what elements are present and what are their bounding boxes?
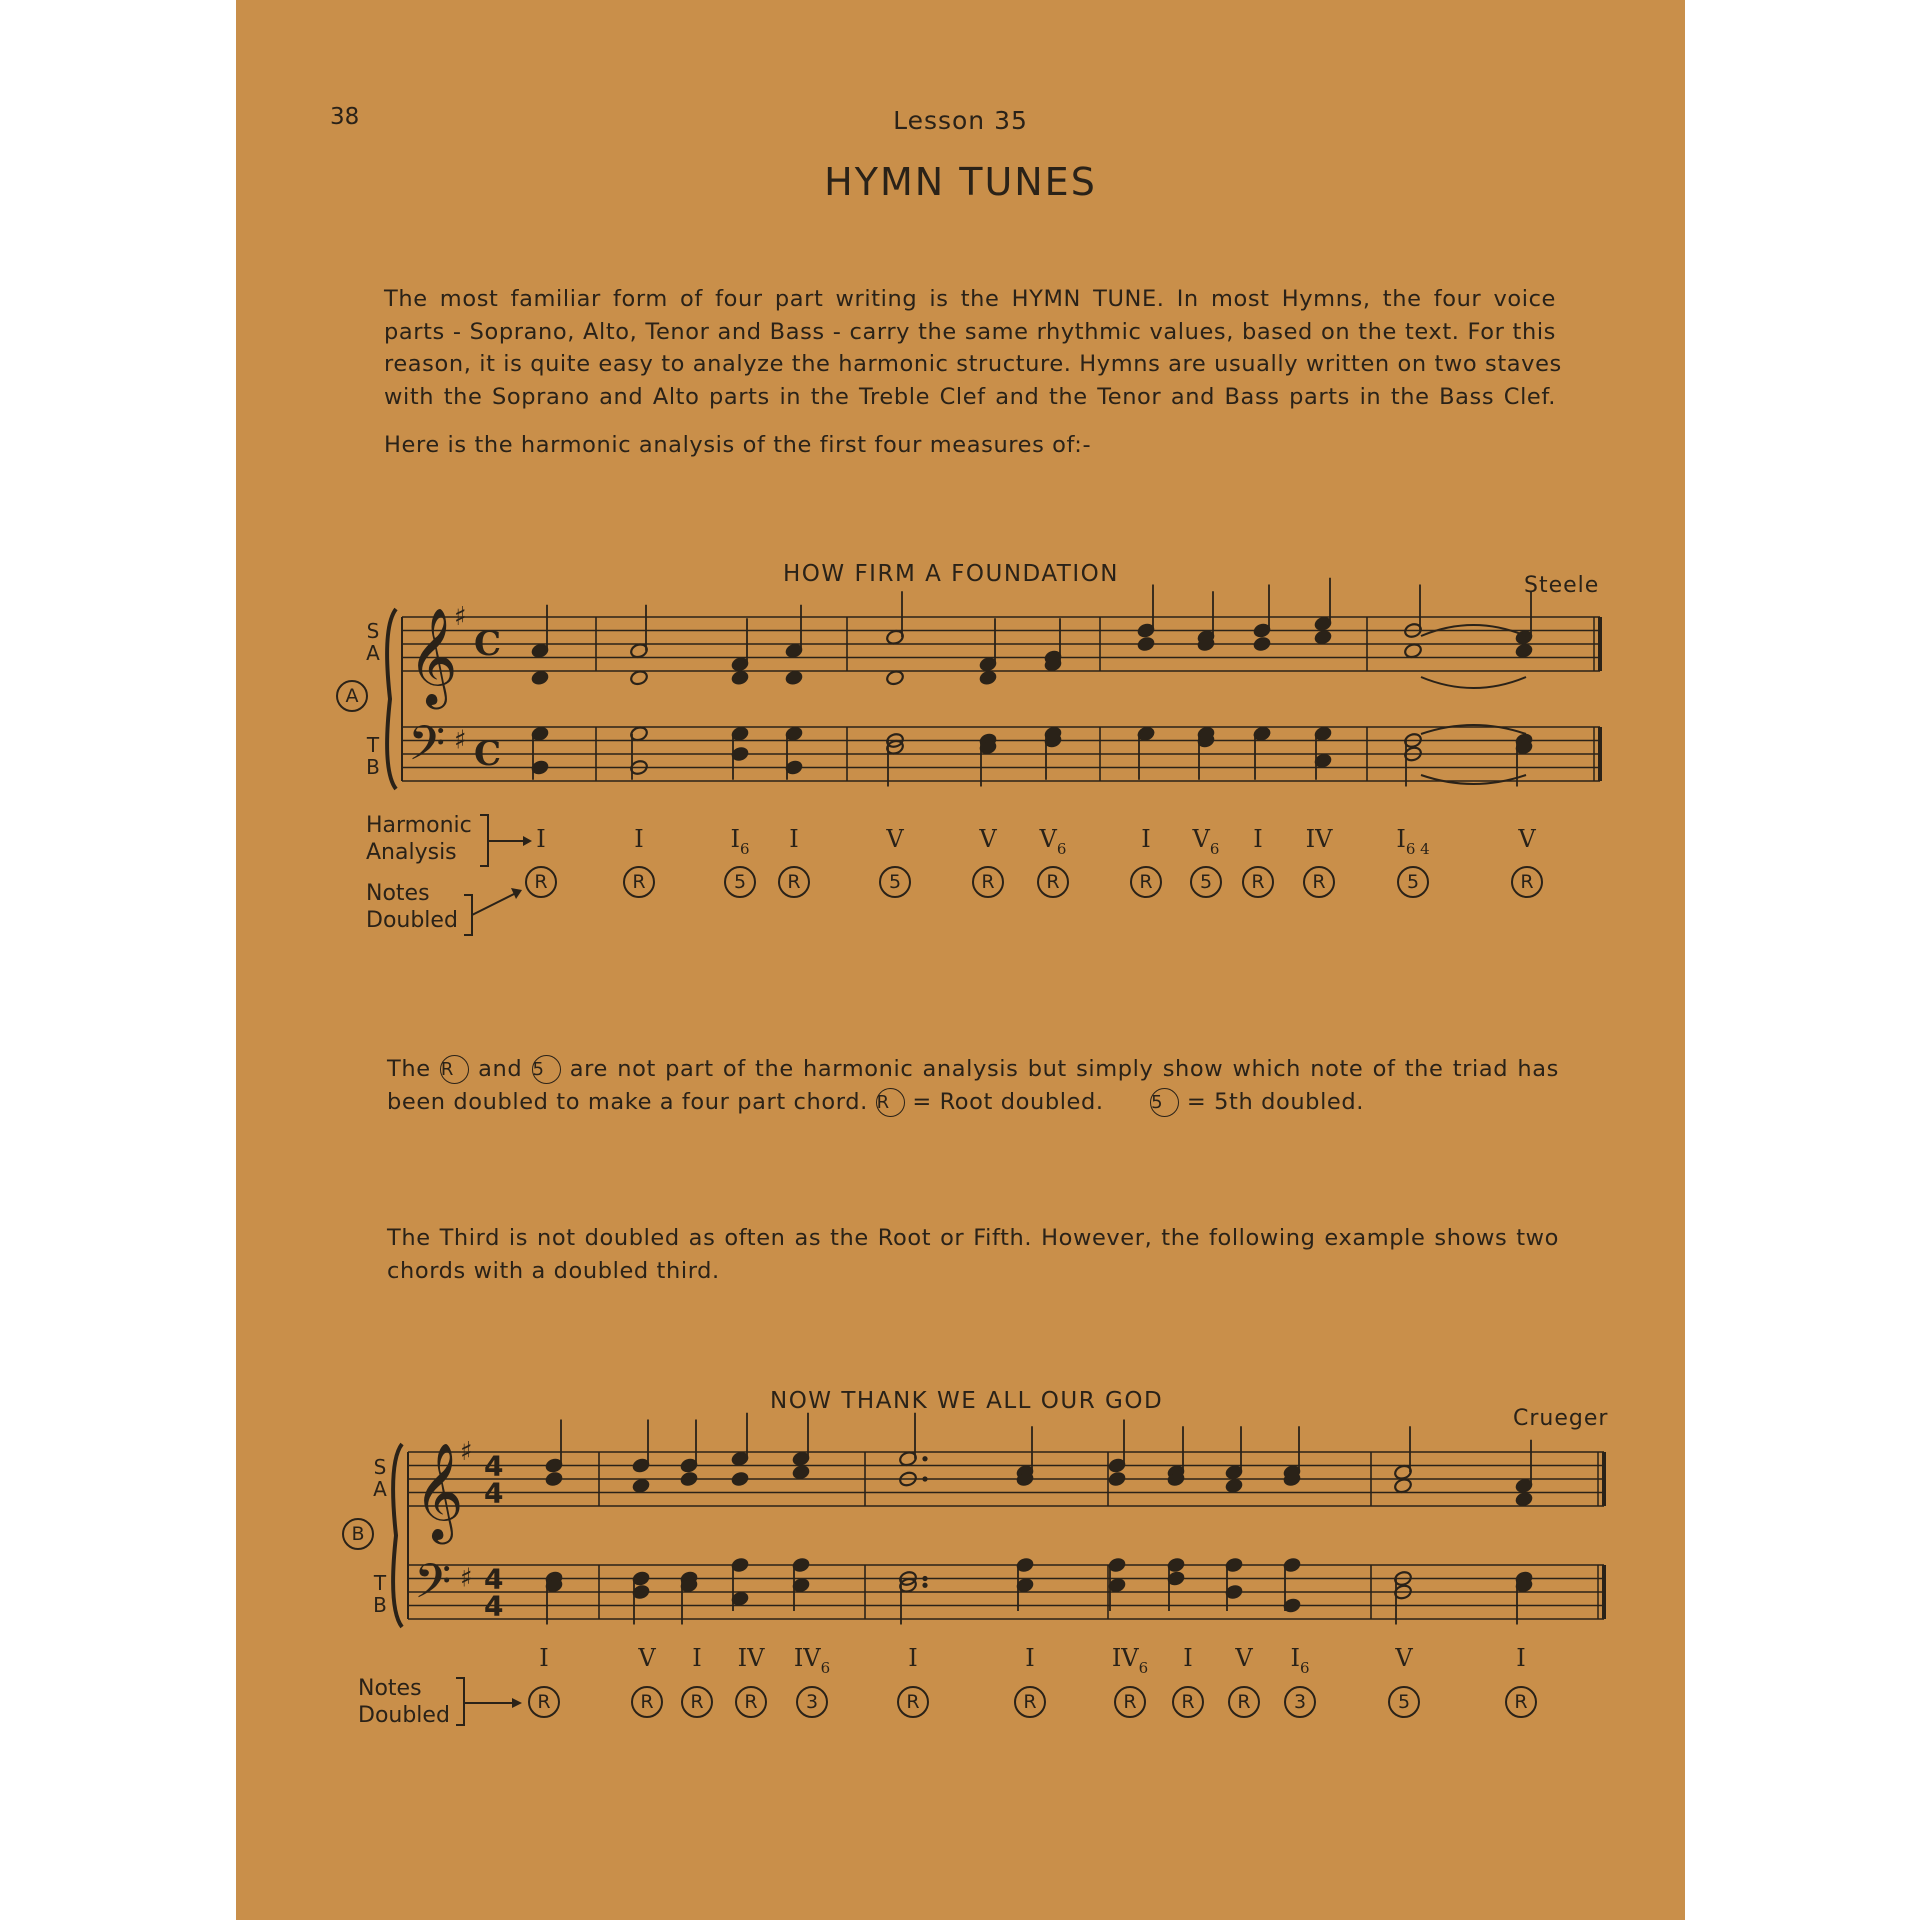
- note-head: [1107, 1471, 1126, 1488]
- doubled-note-circle: R: [897, 1686, 929, 1718]
- time-signature: 4: [484, 1562, 504, 1596]
- doubled-note-circle: R: [1014, 1686, 1046, 1718]
- key-signature-sharp: ♯: [454, 602, 467, 632]
- roman-numeral: I: [1516, 1644, 1526, 1672]
- roman-numeral: I: [1253, 825, 1263, 853]
- fifth-circle-symbol: 5: [1150, 1088, 1179, 1117]
- book-page: [236, 0, 1685, 1920]
- intro-line: parts - Soprano, Alto, Tenor and Bass - carry the same rhythmic values, based on the text. For this: [384, 318, 1556, 345]
- voice-label-tenor: T: [366, 733, 380, 757]
- roman-numeral: V: [1518, 825, 1536, 853]
- doubled-note-circle: 3: [796, 1686, 828, 1718]
- harmonic-analysis-label: Harmonic Analysis: [366, 813, 472, 865]
- voice-label-alto: A: [366, 641, 380, 665]
- doubled-note-circle: R: [1172, 1686, 1204, 1718]
- doubled-note-circle: R: [525, 866, 557, 898]
- doubled-note-circle: 3: [1284, 1686, 1316, 1718]
- note-head: [1393, 1477, 1412, 1494]
- bass-clef: 𝄢: [408, 714, 446, 783]
- roman-numeral: $V_6$: [1039, 825, 1067, 858]
- doubled-note-circle: R: [1037, 866, 1069, 898]
- roman-numeral: V: [1395, 1644, 1413, 1672]
- treble-clef: 𝄞: [414, 1442, 464, 1540]
- example-a-title: HOW FIRM A FOUNDATION: [783, 561, 1119, 587]
- augmentation-dot: [922, 1456, 927, 1461]
- voice-label-tenor: T: [373, 1571, 387, 1595]
- doubled-note-circle: 5: [1190, 866, 1222, 898]
- doubled-note-circle: R: [1228, 1686, 1260, 1718]
- note-head: [1224, 1477, 1243, 1494]
- roman-numeral: V: [1235, 1644, 1253, 1672]
- note-head: [679, 1471, 698, 1488]
- voice-label-soprano: S: [366, 619, 380, 643]
- example-b-composer: Crueger: [1513, 1406, 1609, 1431]
- doubled-note-circle: R: [1130, 866, 1162, 898]
- roman-numeral: $I_6$: [730, 825, 750, 858]
- example-a-composer: Steele: [1524, 573, 1600, 598]
- doubled-note-circle: R: [735, 1686, 767, 1718]
- time-signature: 4: [484, 1449, 504, 1483]
- note-head: [791, 1464, 810, 1481]
- voice-label-soprano: S: [373, 1455, 387, 1479]
- notes-doubled-label-a: Notes Doubled: [366, 881, 458, 933]
- roman-numeral: I: [908, 1644, 918, 1672]
- doubled-note-circle: 5: [1397, 866, 1429, 898]
- intro-line: The most familiar form of four part writing is the HYMN TUNE. In most Hymns, the four voice: [384, 286, 1556, 312]
- voice-label-alto: A: [373, 1477, 387, 1501]
- roman-numeral: I: [1183, 1644, 1193, 1672]
- roman-numeral: I: [692, 1644, 702, 1672]
- doubled-note-circle: R: [1303, 866, 1335, 898]
- example-b-title: NOW THANK WE ALL OUR GOD: [770, 1388, 1164, 1414]
- doubled-note-circle: R: [1242, 866, 1274, 898]
- treble-clef: 𝄞: [408, 607, 458, 705]
- page-title: HYMN TUNES: [824, 160, 1097, 204]
- system-brace: [393, 1444, 402, 1627]
- intro-line: with the Soprano and Alto parts in the Treble Clef and the Tenor and Bass parts in the Bass Clef.: [384, 383, 1556, 410]
- bass-clef: 𝄢: [414, 1552, 452, 1621]
- voice-label-bass: B: [366, 755, 380, 779]
- note-head: [631, 1477, 650, 1494]
- roman-numeral: V: [979, 825, 997, 853]
- doubled-note-circle: 5: [1388, 1686, 1420, 1718]
- roman-numeral: IV: [1305, 825, 1333, 853]
- roman-numeral: I: [1025, 1644, 1035, 1672]
- example-a-marker: A: [336, 680, 368, 712]
- roman-numeral: V: [638, 1644, 656, 1672]
- root-circle-symbol: R: [440, 1055, 469, 1084]
- roman-numeral: I: [539, 1644, 549, 1672]
- roman-numeral: $IV_6$: [1111, 1644, 1149, 1677]
- note-head: [1514, 1491, 1533, 1508]
- augmentation-dot: [922, 1476, 927, 1481]
- time-signature: C: [474, 624, 502, 664]
- doubled-note-circle: R: [1114, 1686, 1146, 1718]
- doubled-note-circle: R: [778, 866, 810, 898]
- explanation-paragraph: The R and 5 are not part of the harmonic analysis but simply show which note of the triad has been doubled to make a four part chord. R = Root doubled. 5 = 5th doubled.: [387, 1056, 1559, 1115]
- augmentation-dot: [922, 1576, 927, 1581]
- roman-numeral: I: [536, 825, 546, 853]
- doubled-note-circle: 5: [724, 866, 756, 898]
- roman-numeral: $I_6$: [1290, 1644, 1310, 1677]
- roman-numeral: $V_6$: [1192, 825, 1220, 858]
- label-bracket: [456, 1678, 464, 1725]
- roman-numeral: I: [1141, 825, 1151, 853]
- voice-label-bass: B: [373, 1593, 387, 1617]
- key-signature-sharp: ♯: [454, 725, 467, 756]
- note-head: [544, 1471, 563, 1488]
- intro-lead-in: Here is the harmonic analysis of the first four measures of:-: [384, 432, 1092, 458]
- time-signature: C: [474, 734, 502, 774]
- roman-numeral: V: [886, 825, 904, 853]
- doubled-note-circle: R: [623, 866, 655, 898]
- third-note-paragraph: The Third is not doubled as often as the Root or Fifth. However, the following example shows two chords with a doubled third.: [387, 1225, 1559, 1284]
- fifth-circle-symbol: 5: [532, 1055, 561, 1084]
- doubled-note-circle: R: [1511, 866, 1543, 898]
- staff-system-b: [236, 0, 1685, 1920]
- time-signature: 4: [484, 1589, 504, 1623]
- doubled-note-circle: R: [681, 1686, 713, 1718]
- lesson-label: Lesson 35: [893, 106, 1028, 135]
- intro-line: reason, it is quite easy to analyze the harmonic structure. Hymns are usually written on two staves: [384, 351, 1562, 377]
- key-signature-sharp: ♯: [460, 1563, 473, 1594]
- roman-numeral: IV: [737, 1644, 765, 1672]
- doubled-note-circle: R: [972, 866, 1004, 898]
- root-circle-symbol: R: [876, 1088, 905, 1117]
- doubled-note-circle: 5: [879, 866, 911, 898]
- roman-numeral: I: [634, 825, 644, 853]
- roman-numeral: $IV_6$: [793, 1644, 831, 1677]
- example-b-marker: B: [342, 1518, 374, 1550]
- key-signature-sharp: ♯: [460, 1437, 473, 1467]
- doubled-note-circle: R: [528, 1686, 560, 1718]
- roman-numeral: $I_{6 4}$: [1396, 825, 1430, 858]
- doubled-note-circle: R: [631, 1686, 663, 1718]
- notes-doubled-label-b: Notes Doubled: [358, 1676, 450, 1728]
- augmentation-dot: [922, 1583, 927, 1588]
- label-arrowhead: [512, 1698, 522, 1708]
- page-number: 38: [330, 104, 360, 130]
- doubled-note-circle: R: [1505, 1686, 1537, 1718]
- note-head: [730, 1471, 749, 1488]
- time-signature: 4: [484, 1476, 504, 1510]
- roman-numeral: I: [789, 825, 799, 853]
